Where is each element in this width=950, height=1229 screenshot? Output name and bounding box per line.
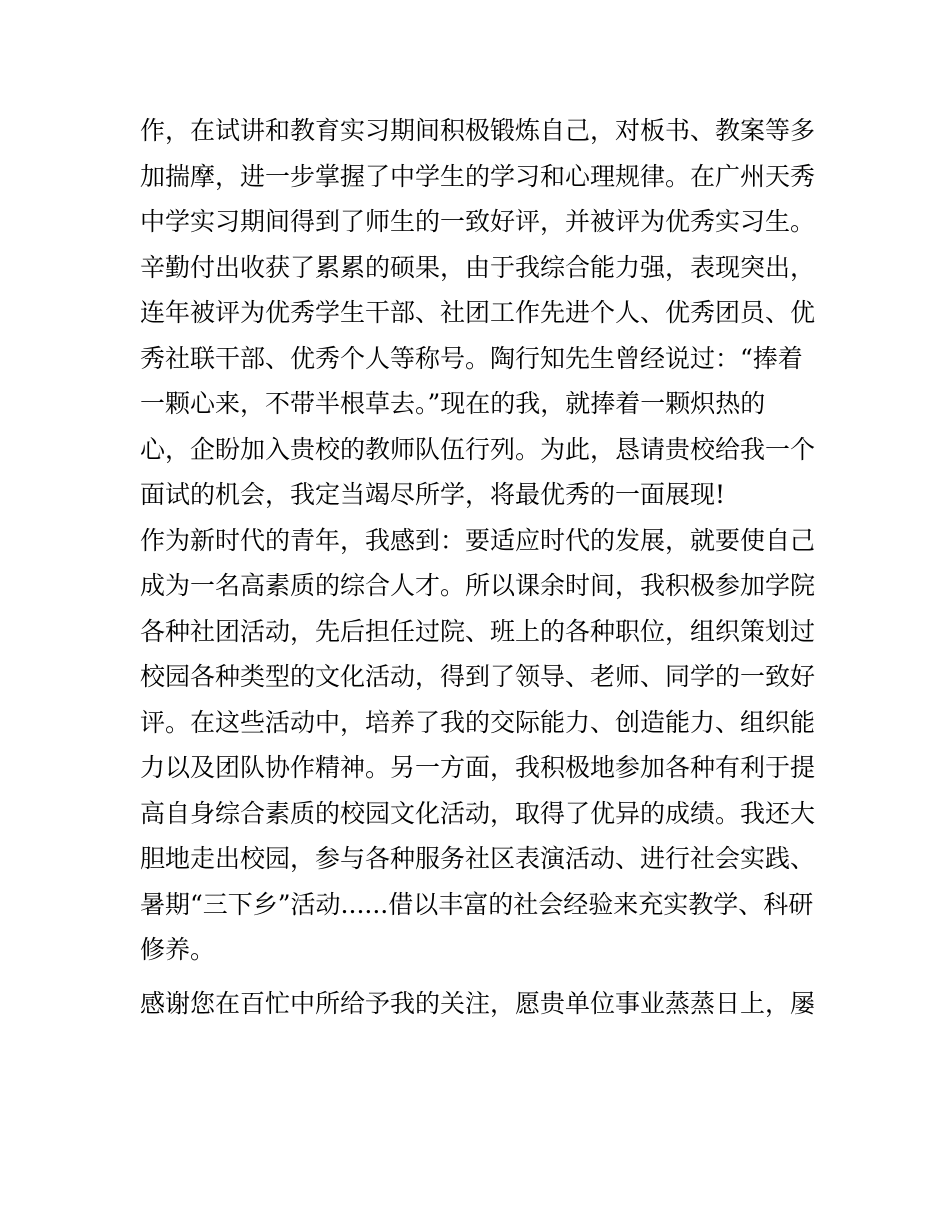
text-line: 连年被评为优秀学生干部、社团工作先进个人、优秀团员、优: [140, 298, 816, 327]
text-line: 面试的机会，我定当竭尽所学，将最优秀的一面展现!: [140, 480, 726, 509]
text-line: 成为一名高素质的综合人才。所以课余时间，我积极参加学院: [140, 571, 816, 600]
document-body: [140, 108, 830, 1026]
text-line: 力以及团队协作精神。另一方面，我积极地参加各种有利于提: [140, 753, 816, 782]
text-line: 加揣摩，进一步掌握了中学生的学习和心理规律。在广州天秀: [140, 161, 816, 191]
text-line: 秀社联干部、优秀个人等称号。陶行知先生曾经说过：“捧着: [140, 343, 803, 373]
text-line: 一颗心来，不带半根草去。”现在的我，就捧着一颗炽热的: [140, 389, 766, 418]
text-line: 心，企盼加入贵校的教师队伍行列。为此，恳请贵校给我一个: [140, 434, 816, 464]
text-line: 中学实习期间得到了师生的一致好评，并被评为优秀实习生。: [140, 207, 816, 236]
paragraph-spacer: [140, 973, 830, 981]
text-line: 修养。: [140, 935, 216, 964]
text-line: 辛勤付出收获了累累的硕果，由于我综合能力强，表现突出，: [140, 252, 816, 282]
text-line: 各种社团活动，先后担任过院、班上的各种职位，组织策划过: [140, 616, 816, 646]
text-line: 作，在试讲和教育实习期间积极锻炼自己，对板书、教案等多: [140, 116, 816, 145]
text-line: 高自身综合素质的校园文化活动，取得了优异的成绩。我还大: [140, 798, 816, 828]
text-line: 评。在这些活动中，培养了我的交际能力、创造能力、组织能: [140, 707, 816, 737]
text-line: 暑期“三下乡”活动......借以丰富的社会经验来充实教学、科研: [140, 889, 814, 919]
paragraph-1: [140, 108, 830, 518]
paragraph-3: [140, 981, 830, 1027]
paragraph-2: [140, 518, 830, 973]
text-line: 感谢您在百忙中所给予我的关注，愿贵单位事业蒸蒸日上，屡: [140, 988, 816, 1018]
text-line: 校园各种类型的文化活动，得到了领导、老师、同学的一致好: [140, 662, 816, 691]
text-line: 胆地走出校园，参与各种服务社区表演活动、进行社会实践、: [140, 844, 816, 873]
text-line: 作为新时代的青年，我感到：要适应时代的发展，就要使自己: [140, 525, 816, 555]
